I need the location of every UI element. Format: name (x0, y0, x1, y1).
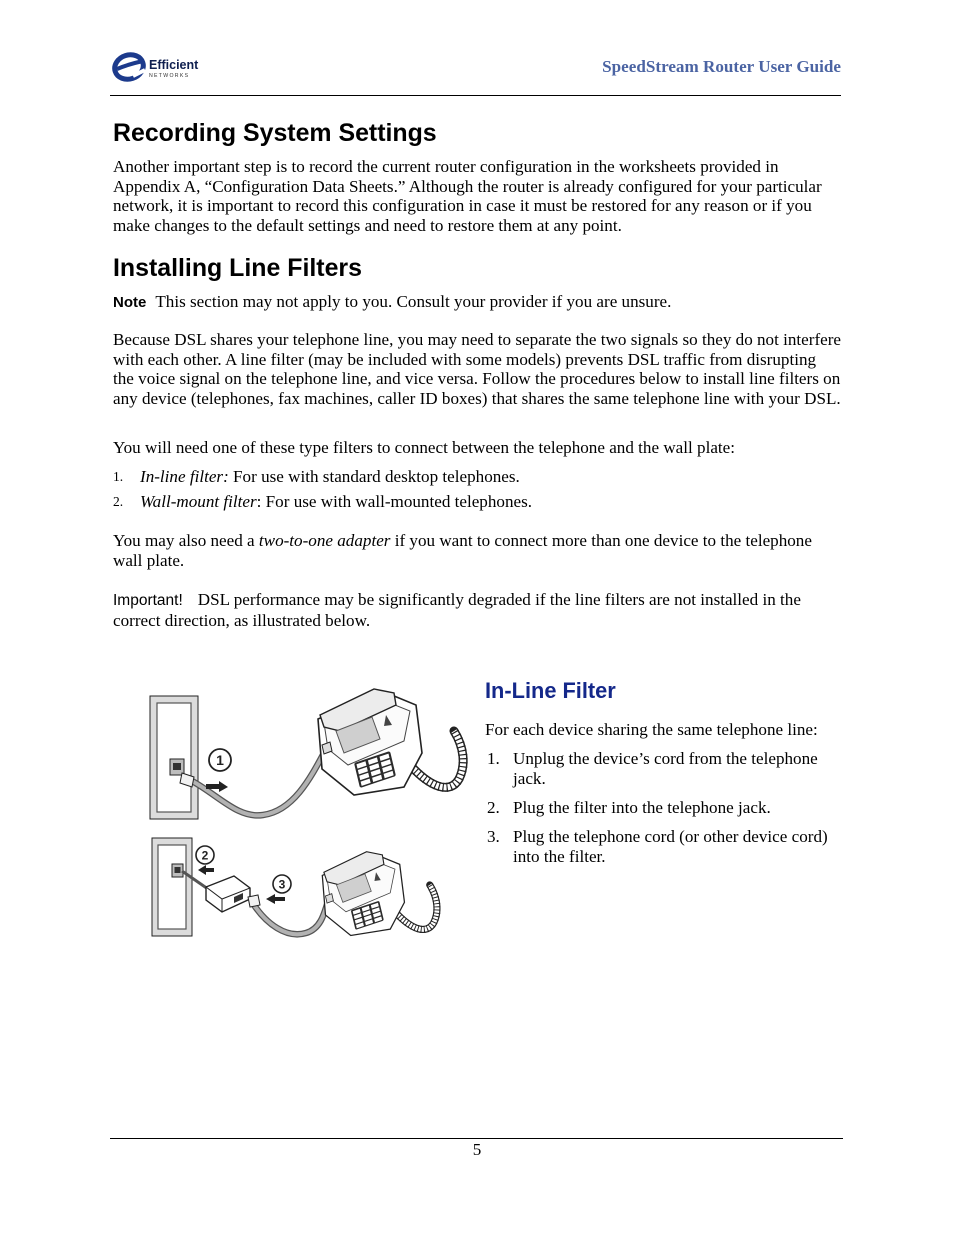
filter-types-lead: You will need one of these type filters to connect between the telephone and the wall plate: (113, 438, 735, 457)
page-number: 5 (472, 1140, 482, 1159)
important-label: Important! (113, 592, 183, 609)
plug-in-arrow-icon (198, 865, 214, 875)
step-text: Plug the telephone cord (or other device cord) into the filter. (513, 827, 828, 866)
adapter-paragraph (113, 531, 841, 570)
recording-heading: Recording System Settings (113, 119, 437, 147)
note-line (113, 292, 841, 313)
inline-filter-intro: For each device sharing the same telephone line: (485, 720, 818, 739)
line-filters-heading: Installing Line Filters (113, 254, 362, 282)
bottom-wall-plate (152, 838, 192, 936)
logo-subname: NETWORKS (149, 73, 190, 79)
callout-1 (209, 749, 231, 771)
inline-filter-illustration (148, 683, 468, 945)
recording-paragraph: Another important step is to record the current router configuration in the worksheets provided in Appendix A, “Configuration Data Sheets.” Although the router is already configured for your particular network, it is important to record this configuration in case it must be restored for any reason or if you make changes to the default settings and need to restore them at any point. (113, 157, 822, 236)
adapter-text-after: if you want to connect more than one device to the telephone wall plate. (113, 531, 812, 570)
filter-type-text (140, 492, 841, 512)
top-wall-plate (150, 696, 198, 819)
callout-1-label: 1 (216, 752, 224, 768)
filter-type-term: In-line filter: (140, 467, 229, 486)
callout-2 (196, 846, 214, 864)
note-text: This section may not apply to you. Consult your provider if you are unsure. (155, 292, 672, 311)
callout-2-label: 2 (201, 848, 209, 863)
bottom-telephone (322, 852, 437, 936)
filter-type-description: : For use with wall-mounted telephones. (256, 492, 533, 511)
header-rule (110, 95, 841, 96)
important-paragraph (113, 590, 841, 630)
filter-type-number: 2. (113, 494, 124, 509)
bottom-telephone-cord (254, 901, 328, 934)
filter-type-text (140, 467, 841, 487)
footer-rule (110, 1138, 843, 1139)
note-label: Note (113, 294, 147, 311)
step-number: 3. (487, 827, 500, 846)
efficient-e-mark (112, 51, 146, 83)
step-number: 1. (487, 749, 500, 768)
step-item (487, 827, 841, 866)
efficient-networks-logo (112, 48, 208, 84)
document-title: SpeedStream Router User Guide (602, 57, 841, 76)
callout-3-label: 3 (278, 877, 286, 892)
line-filters-intro: Because DSL shares your telephone line, you may need to separate the two signals so they do not interfere with each other. A line filter (may be included with some models) prevents DSL traffic from disrupting the voice signal on the telephone line, and vice versa. Follow the procedures below to install line filters on any device (telephones, fax machines, caller ID boxes) that shares the same telephone line with your DSL. (113, 330, 842, 409)
bottom-cord-plug (248, 895, 260, 907)
callout-3 (273, 875, 291, 893)
filter-type-item (113, 492, 841, 512)
top-telephone (318, 689, 463, 795)
step-item (487, 749, 841, 788)
filter-type-description: For use with standard desktop telephones. (228, 467, 520, 486)
step-text: Plug the filter into the telephone jack. (513, 798, 771, 817)
inline-filter-heading: In-Line Filter (485, 678, 616, 703)
step-number: 2. (487, 798, 500, 817)
step-item (487, 798, 841, 818)
connect-cord-arrow-icon (266, 894, 285, 904)
logo-name: Efficient (149, 58, 199, 72)
adapter-term: two-to-one adapter (258, 531, 391, 550)
filter-type-item (113, 467, 841, 487)
filter-type-term: Wall-mount filter (140, 492, 257, 511)
line-filter (206, 876, 250, 912)
adapter-text-before: You may also need a (113, 531, 259, 550)
step-text: Unplug the device’s cord from the telephone jack. (513, 749, 818, 788)
filter-type-number: 1. (113, 469, 124, 484)
bottom-wall-jack (172, 864, 183, 877)
important-text: DSL performance may be significantly degraded if the line filters are not installed in the correct direction, as illustrated below. (113, 590, 801, 630)
